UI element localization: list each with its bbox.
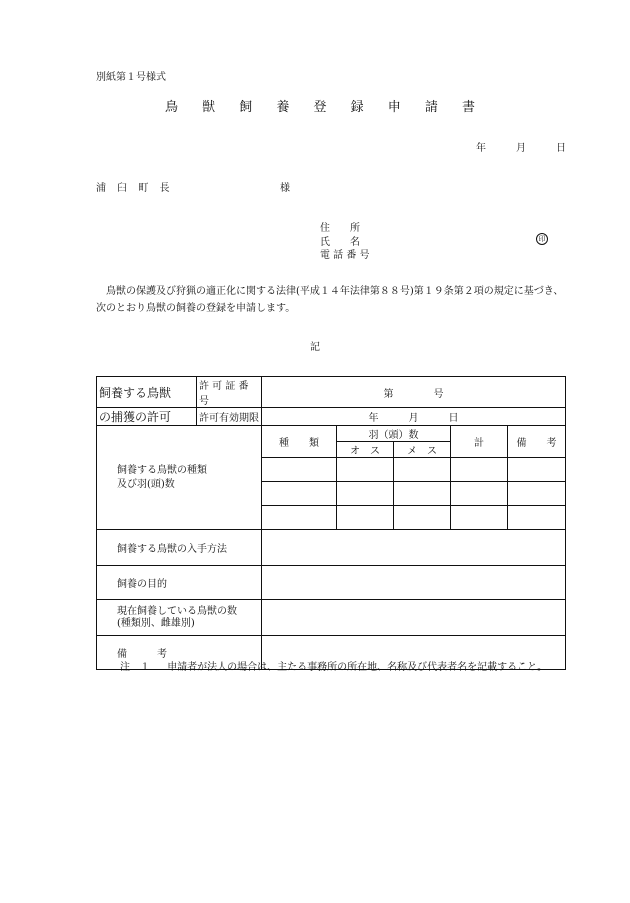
total-cell[interactable] bbox=[451, 506, 508, 530]
total-cell[interactable] bbox=[451, 482, 508, 506]
col-total: 計 bbox=[451, 426, 508, 458]
purpose-label: 飼養の目的 bbox=[97, 566, 262, 600]
date-day: 日 bbox=[556, 143, 566, 154]
col-remarks: 備 考 bbox=[508, 426, 566, 458]
seal-mark: 印 bbox=[536, 233, 548, 245]
note-text: 申請者が法人の場合は、主たる事務所の所在地、名称及び代表者名を記載すること。 bbox=[167, 662, 548, 673]
document-title: 鳥 獣 飼 養 登 録 申 請 書 bbox=[164, 100, 486, 115]
female-cell[interactable] bbox=[394, 506, 451, 530]
species-label-line2: 及び羽(頭)数 bbox=[117, 478, 175, 490]
addressee-honorific: 様 bbox=[280, 183, 290, 194]
permit-period-label: 許可有効期限 bbox=[197, 408, 262, 426]
date-year: 年 bbox=[476, 143, 486, 154]
remarks-cell[interactable] bbox=[508, 506, 566, 530]
col-male: オ ス bbox=[337, 442, 394, 458]
female-cell[interactable] bbox=[394, 482, 451, 506]
remarks-cell[interactable] bbox=[508, 458, 566, 482]
acquisition-value[interactable] bbox=[262, 530, 566, 566]
species-cell[interactable] bbox=[262, 482, 337, 506]
permit-header-line1: 飼養する鳥獣 bbox=[97, 377, 197, 408]
current-value[interactable] bbox=[262, 600, 566, 636]
remarks-label: 備 考 bbox=[97, 636, 262, 670]
species-cell[interactable] bbox=[262, 458, 337, 482]
col-kind: 種 類 bbox=[262, 426, 337, 458]
remarks-cell[interactable] bbox=[508, 482, 566, 506]
body-text: 鳥獣の保護及び狩猟の適正化に関する法律(平成１４年法律第８８号)第１９条第２項の規定に基づき、次のとおり鳥獣の飼養の登録を申請します。 bbox=[96, 286, 564, 314]
permit-period-value[interactable]: 年 月 日 bbox=[262, 408, 566, 426]
current-label-cell bbox=[97, 600, 262, 636]
male-cell[interactable] bbox=[337, 458, 394, 482]
species-label-line1: 飼養する鳥獣の種類 bbox=[117, 464, 207, 476]
address-label: 住 所 bbox=[320, 223, 360, 234]
total-cell[interactable] bbox=[451, 458, 508, 482]
male-cell[interactable] bbox=[337, 506, 394, 530]
name-label: 氏 名 bbox=[320, 237, 360, 248]
addressee-name: 浦 臼 町 長 bbox=[96, 183, 174, 194]
permit-header-line2: の捕獲の許可 bbox=[97, 408, 197, 426]
form-id: 別紙第１号様式 bbox=[96, 72, 166, 83]
purpose-value[interactable] bbox=[262, 566, 566, 600]
phone-label: 電 話 番 号 bbox=[320, 250, 370, 261]
species-label-cell bbox=[97, 426, 262, 530]
col-female: メ ス bbox=[394, 442, 451, 458]
col-count: 羽（頭）数 bbox=[337, 426, 451, 442]
male-cell[interactable] bbox=[337, 482, 394, 506]
current-label-line2: (種類別、雌雄別) bbox=[117, 617, 195, 629]
note-number: 注 １ bbox=[120, 662, 150, 673]
application-table bbox=[96, 376, 566, 670]
acquisition-label: 飼養する鳥獣の入手方法 bbox=[97, 530, 262, 566]
female-cell[interactable] bbox=[394, 458, 451, 482]
current-label-line1: 現在飼養している鳥獣の数 bbox=[117, 605, 237, 617]
permit-number-value[interactable]: 第 号 bbox=[262, 377, 566, 408]
species-cell[interactable] bbox=[262, 506, 337, 530]
ki-heading: 記 bbox=[310, 342, 320, 353]
permit-number-label: 許 可 証 番 号 bbox=[197, 377, 262, 408]
note bbox=[120, 658, 547, 673]
date-month: 月 bbox=[516, 143, 526, 154]
